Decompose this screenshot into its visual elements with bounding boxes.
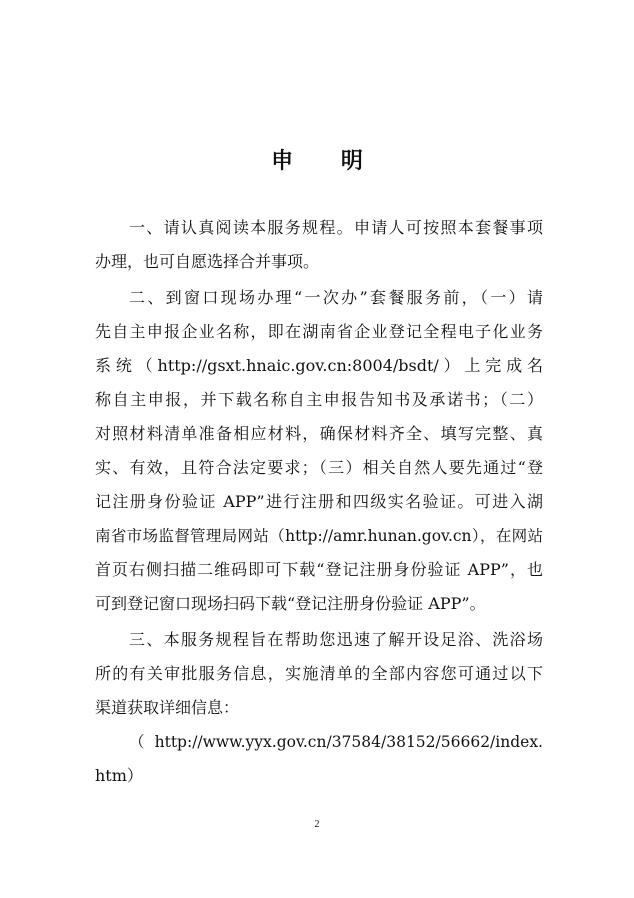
paragraph-4-line-2: htm） bbox=[95, 766, 143, 785]
paragraph-2-line-4: 称自主申报，并下载名称自主申报告知书及承诺书；（二） bbox=[95, 390, 543, 409]
paragraph-1-line-2: 办理，也可自愿选择合并事项。 bbox=[95, 252, 320, 271]
paragraph-1-line-1: 一、请认真阅读本服务规程。申请人可按照本套餐事项 bbox=[129, 218, 543, 237]
paragraph-3-line-3: 渠道获取详细信息： bbox=[95, 698, 240, 717]
paragraph-4-line-1: （http://www.yyx.gov.cn/37584/38152/56662/index. bbox=[129, 733, 543, 751]
paragraph-2-line-3: 系统（http://gsxt.hnaic.gov.cn:8004/bsdt/）上完成名 bbox=[95, 356, 543, 375]
paragraph-2-line-1: 二、到窗口现场办理“一次办”套餐服务前，（一）请 bbox=[129, 288, 543, 307]
paragraph-3-line-1: 三、本服务规程旨在帮助您迅速了解开设足浴、洗浴场 bbox=[129, 630, 543, 649]
paragraph-2-line-7: 记注册身份验证 APP”进行注册和四级实名验证。可进入湖 bbox=[95, 492, 543, 511]
paragraph-2-line-5: 对照材料清单准备相应材料，确保材料齐全、填写完整、真 bbox=[95, 424, 543, 443]
paragraph-2-line-6: 实、有效，且符合法定要求；（三）相关自然人要先通过“登 bbox=[95, 458, 543, 477]
paragraph-2-line-9: 首页右侧扫描二维码即可下载“登记注册身份验证 APP”，也 bbox=[95, 560, 543, 579]
paragraph-2-line-8: 南省市场监督管理局网站（http://amr.hunan.gov.cn），在网站 bbox=[95, 527, 543, 545]
paragraph-2-line-2: 先自主申报企业名称，即在湖南省企业登记全程电子化业务 bbox=[95, 322, 543, 341]
page-title: 申 明 bbox=[271, 149, 383, 174]
paragraph-2-line-10: 可到登记窗口现场扫码下载“登记注册身份验证 APP”。 bbox=[95, 594, 486, 613]
page-number: 2 bbox=[314, 819, 320, 830]
paragraph-3-line-2: 所的有关审批服务信息，实施清单的全部内容您可通过以下 bbox=[95, 664, 543, 683]
